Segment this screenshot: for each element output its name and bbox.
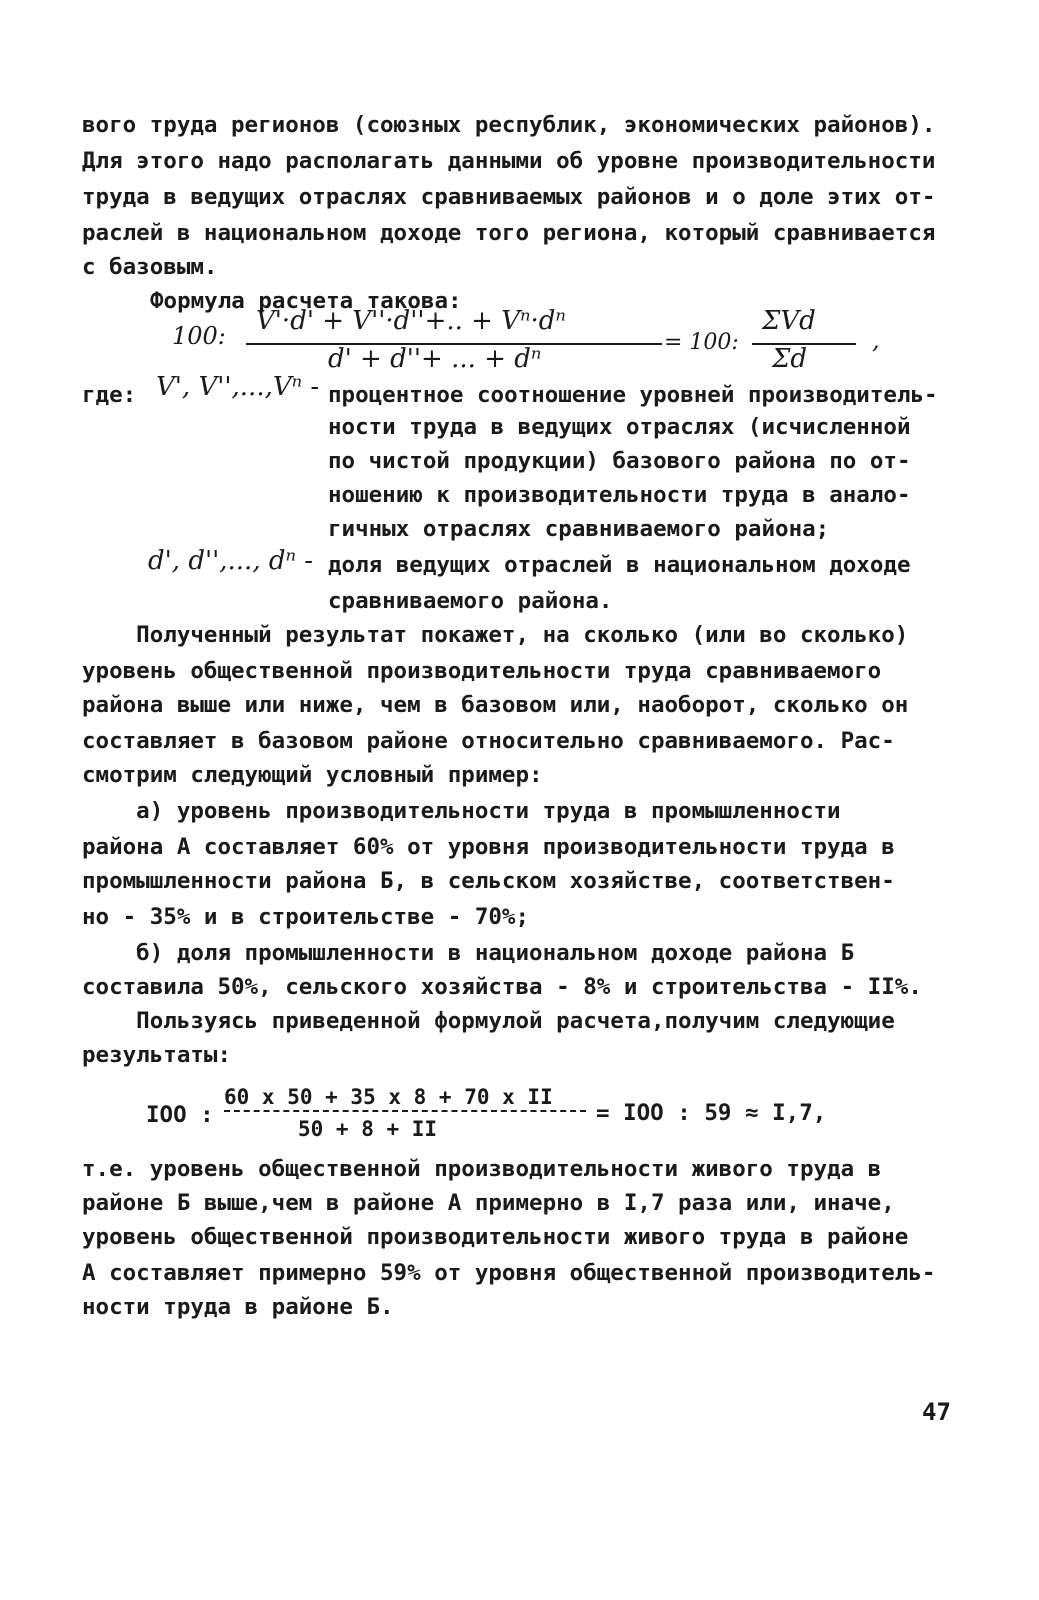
item-a-line-4: но - 35% и в строительстве - 70%;: [82, 904, 530, 930]
paragraph-3-line-1: Пользуясь приведенной формулой расчета,получим следующие: [82, 1008, 895, 1034]
formula-2-numerator: 60 x 50 + 35 x 8 + 70 x II: [224, 1085, 553, 1109]
definition-1-line-3: по чистой продукции) базового района по от-: [328, 448, 911, 474]
formula-1-denominator: d' + d''+ ... + dⁿ: [328, 344, 542, 374]
paragraph-4-line-2: районе Б выше,чем в районе А примерно в I,7 раза или, иначе,: [82, 1190, 895, 1216]
formula-2-result: = IOO : 59 ≈ I,7,: [596, 1100, 827, 1126]
item-a-line-1: а) уровень производительности труда в промышленности: [82, 798, 841, 824]
item-b-line-2: составила 50%, сельского хозяйства - 8% и строительства - II%.: [82, 974, 922, 1000]
definition-1-symbol: V', V'',...,Vⁿ -: [156, 372, 320, 402]
paragraph-2-line-2: уровень общественной производительности труда сравниваемого: [82, 658, 882, 684]
paragraph-1-line-2: Для этого надо располагать данными об уровне производительности: [82, 148, 936, 174]
formula-1-rhs-numerator: ΣVd: [762, 306, 816, 336]
paragraph-3-line-2: результаты:: [82, 1042, 232, 1068]
paragraph-2-line-3: района выше или ниже, чем в базовом или, наоборот, сколько он: [82, 692, 909, 718]
formula-2-denominator: 50 + 8 + II: [298, 1117, 438, 1141]
formula-1-rhs-denominator: Σd: [772, 344, 808, 374]
formula-intro: Формула расчета такова:: [150, 288, 462, 314]
formula-1-numerator: V'·d' + V''·d''+.. + Vⁿ·dⁿ: [256, 306, 566, 336]
definition-2-line-1: доля ведущих отраслей в национальном доходе: [328, 552, 911, 578]
item-a-line-3: промышленности района Б, в сельском хозяйстве, соответствен-: [82, 868, 895, 894]
formula-1-comma: ,: [872, 326, 880, 354]
item-a-line-2: района А составляет 60% от уровня производительности труда в: [82, 834, 895, 860]
definition-2-line-2: сравниваемого района.: [328, 588, 613, 614]
definition-1-line-2: ности труда в ведущих отраслях (исчисленной: [328, 414, 911, 440]
paragraph-1-line-1: вого труда регионов (союзных республик, экономических районов).: [82, 112, 936, 138]
page-number: 47: [922, 1398, 951, 1426]
paragraph-2-line-1: Полученный результат покажет, на сколько (или во сколько): [82, 622, 909, 648]
paragraph-4-line-4: А составляет примерно 59% от уровня общественной производитель-: [82, 1260, 936, 1286]
paragraph-4-line-5: ности труда в районе Б.: [82, 1294, 394, 1320]
definition-2-symbol: d', d'',..., dⁿ -: [148, 546, 314, 576]
paragraph-2-line-5: смотрим следующий условный пример:: [82, 762, 543, 788]
paragraph-4-line-3: уровень общественной производительности живого труда в районе: [82, 1224, 909, 1250]
paragraph-2-line-4: составляет в базовом районе относительно сравниваемого. Рас-: [82, 728, 895, 754]
definition-1-line-5: гичных отраслях сравниваемого района;: [328, 516, 830, 542]
paragraph-1-line-5: с базовым.: [82, 254, 218, 280]
definition-1-line-1: процентное соотношение уровней производитель-: [328, 382, 938, 408]
where-label: где:: [82, 382, 137, 408]
formula-2-prefix: IOO :: [146, 1102, 214, 1128]
definition-1-line-4: ношению к производительности труда в анало-: [328, 482, 911, 508]
formula-2-fraction-bar: [224, 1110, 586, 1112]
item-b-line-1: б) доля промышленности в национальном доходе района Б: [82, 940, 855, 966]
formula-1-prefix: 100:: [172, 322, 226, 350]
formula-1-equals: = 100:: [664, 330, 739, 355]
paragraph-4-line-1: т.е. уровень общественной производительности живого труда в: [82, 1156, 882, 1182]
paragraph-1-line-4: раслей в национальном доходе того региона, который сравнивается: [82, 220, 936, 246]
paragraph-1-line-3: труда в ведущих отраслях сравниваемых районов и о доле этих от-: [82, 184, 936, 210]
